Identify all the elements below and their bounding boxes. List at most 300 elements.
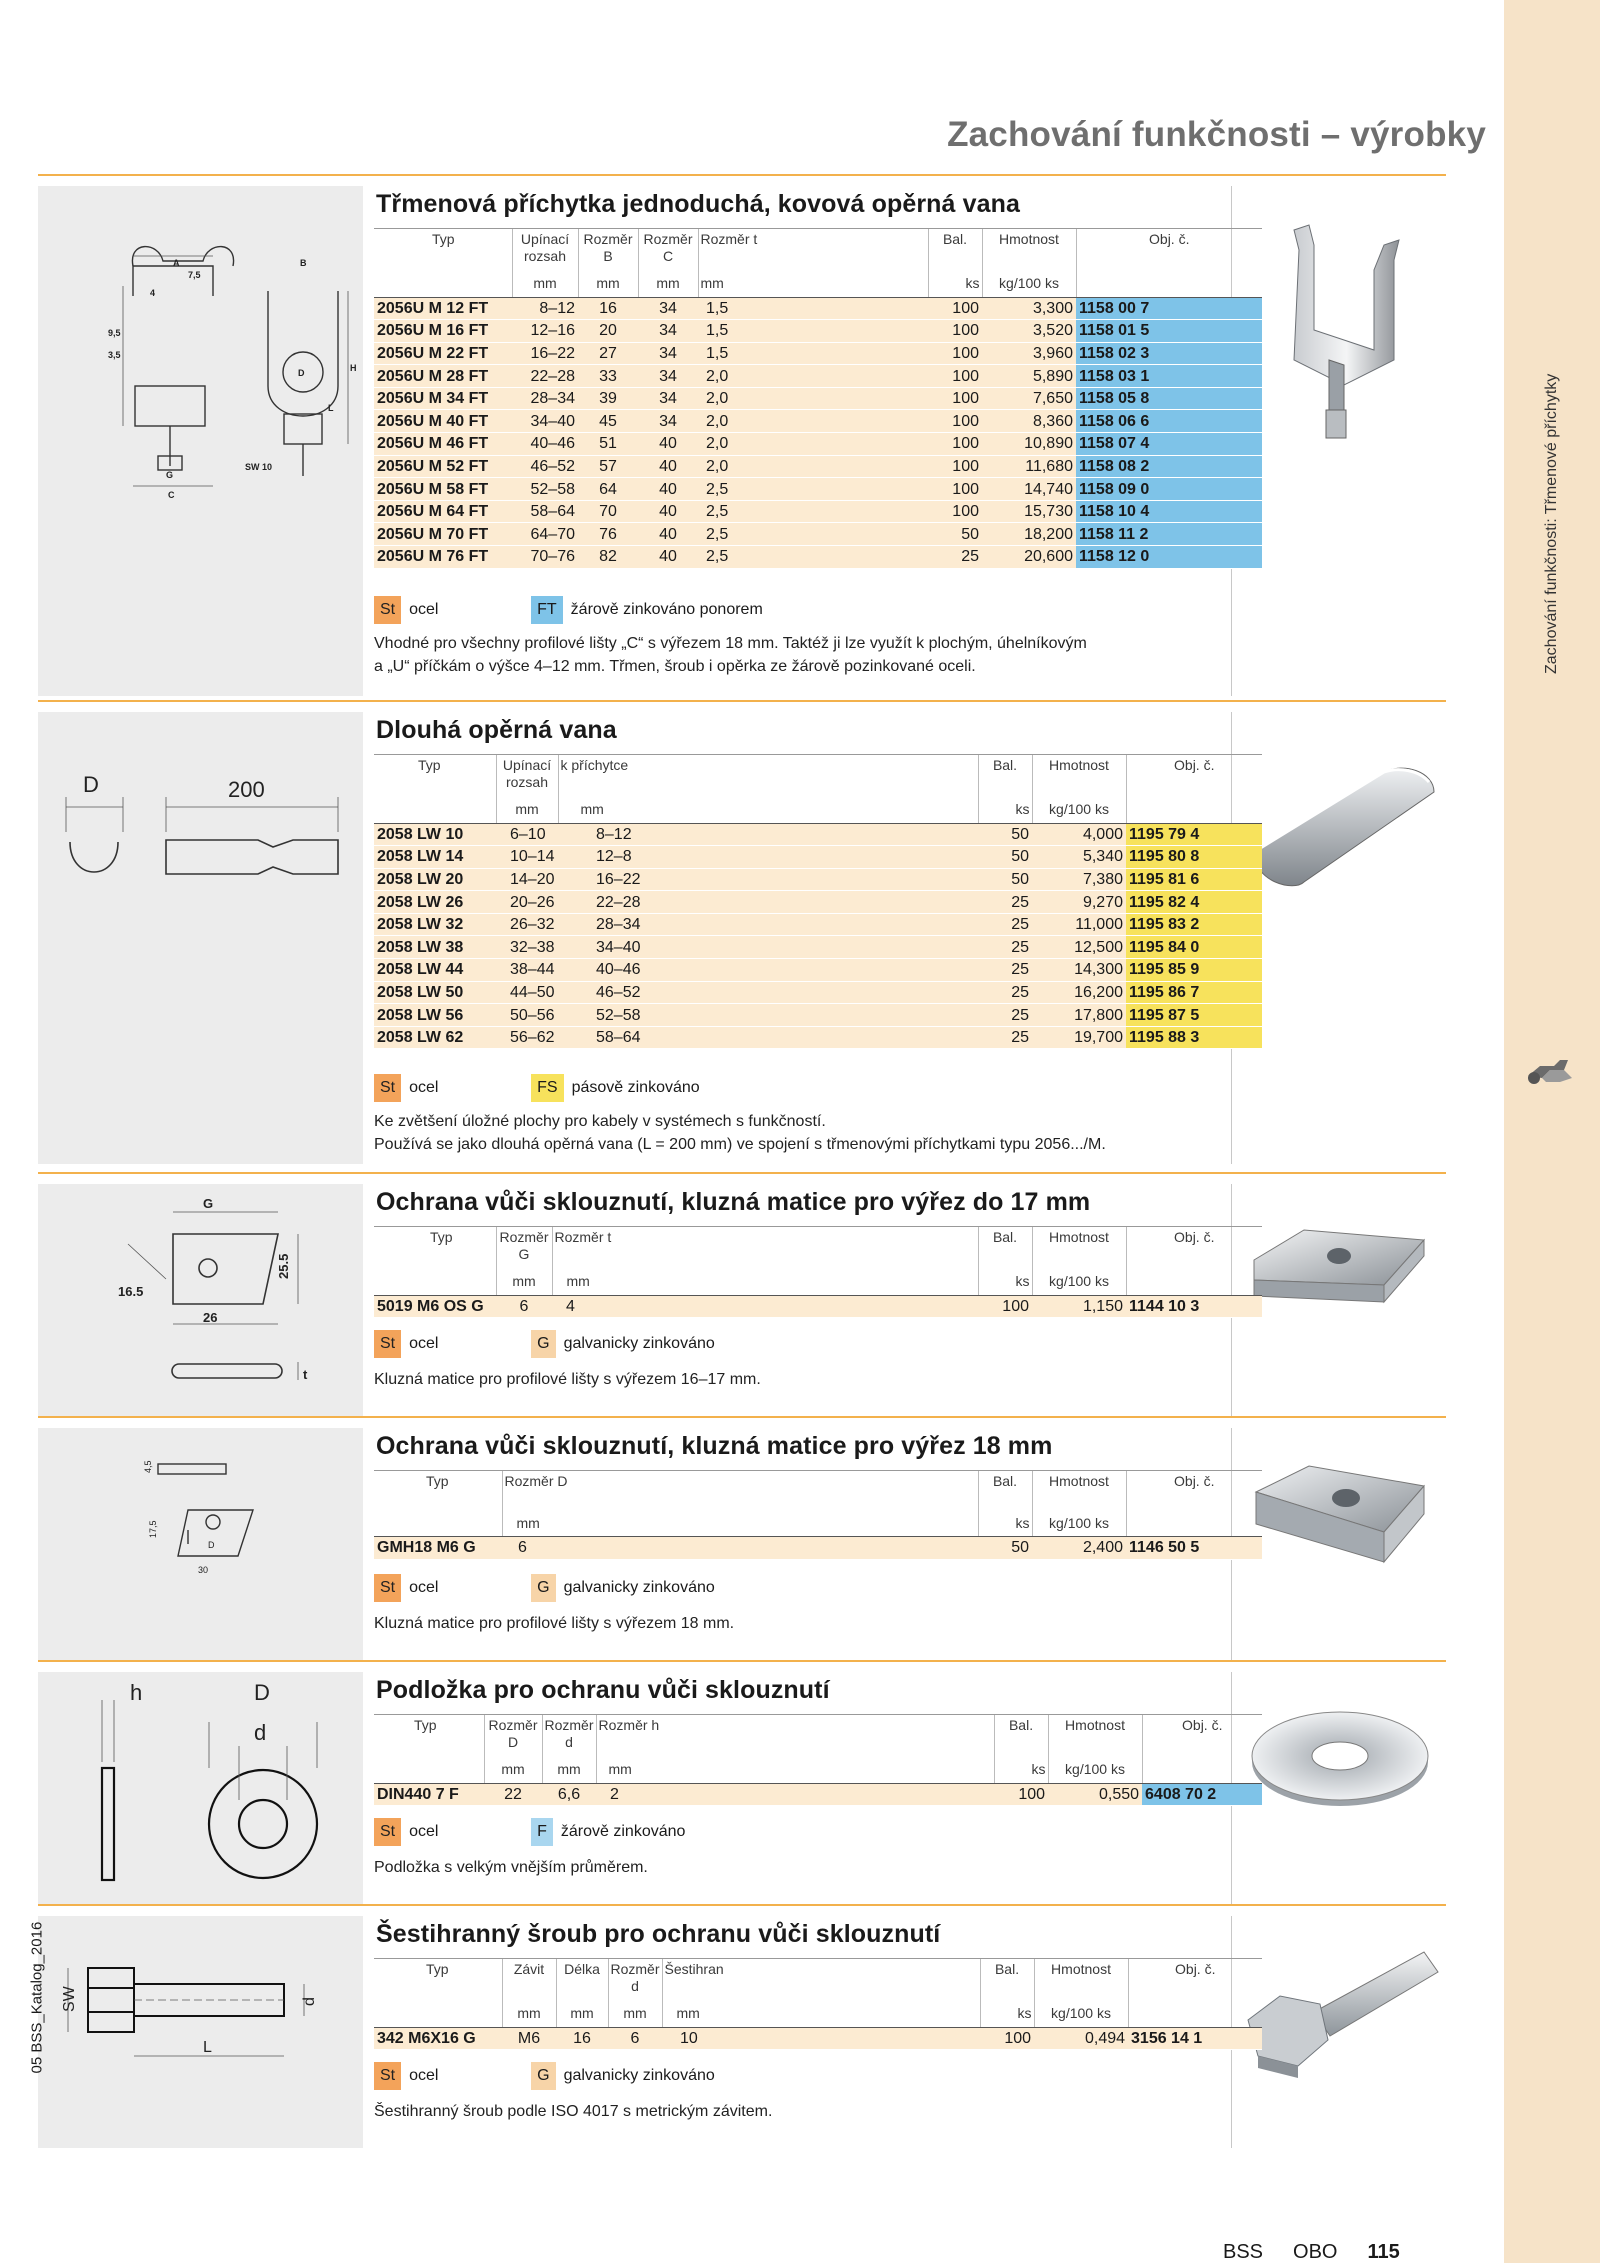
- order-number-cell: 1195 86 7: [1126, 981, 1262, 1004]
- drawing-label: B: [300, 258, 307, 268]
- product-table: [374, 1226, 1262, 1318]
- product-photo: [1234, 1452, 1446, 1582]
- table-cell: 0,550: [1048, 1783, 1142, 1806]
- order-number-cell: 1195 82 4: [1126, 891, 1262, 914]
- product-section-long-tray: [38, 700, 1446, 1170]
- table-body: [374, 2027, 1262, 2050]
- table-cell: 58–64: [512, 500, 578, 523]
- section-description: Kluzná matice pro profilové lišty s výřezem 16–17 mm.: [374, 1371, 761, 1388]
- table-cell: 46–52: [512, 455, 578, 478]
- table-cell: 25: [978, 1004, 1032, 1027]
- drawing-label: 4,5: [143, 1460, 153, 1473]
- drawing-label: L: [203, 2039, 212, 2056]
- table-cell: 7,380: [1032, 868, 1126, 891]
- col-header: Šestihran: [662, 1959, 980, 1998]
- table-body: [374, 1295, 1262, 1318]
- product-table: [374, 1958, 1262, 2050]
- unit-cell: mm: [556, 1997, 608, 2027]
- finish-badge: G: [531, 2062, 555, 2090]
- type-cell: 2056U M 76 FT: [374, 546, 512, 569]
- table-cell: 34: [638, 342, 698, 365]
- product-table: [374, 754, 1262, 1049]
- table-cell: 2,0: [698, 433, 928, 456]
- material-legend: St ocel FT žárově zinkováno ponorem: [374, 596, 1074, 626]
- table-cell: 20,600: [982, 546, 1076, 569]
- col-header: Bal.: [980, 1959, 1034, 1998]
- table-cell: 6: [608, 2027, 662, 2050]
- table-cell: 14,740: [982, 478, 1076, 501]
- order-number-cell: 1158 12 0: [1076, 546, 1262, 569]
- table-cell: 6,6: [542, 1783, 596, 1806]
- unit-cell: mm: [512, 267, 578, 297]
- product-section-hex-bolt: [38, 1904, 1446, 2144]
- material-legend: St ocel G galvanicky zinkováno: [374, 1330, 1074, 1360]
- table-row: [374, 981, 1262, 1004]
- drawing-label: 3,5: [108, 350, 121, 360]
- col-header: Typ: [374, 1959, 502, 1998]
- table-cell: 2,5: [698, 500, 928, 523]
- table-cell: 2: [596, 1783, 994, 1806]
- table-cell: 22–28: [512, 365, 578, 388]
- col-header: Typ: [374, 1227, 496, 1266]
- material-badge: St: [374, 1074, 401, 1102]
- unit-cell: kg/100 ks: [1034, 1997, 1128, 2027]
- type-cell: 2058 LW 14: [374, 846, 496, 869]
- col-header: k příchytce: [558, 755, 978, 794]
- unit-cell: mm: [502, 1507, 978, 1537]
- table-cell: 2,5: [698, 546, 928, 569]
- table-row: [374, 823, 1262, 846]
- unit-cell: mm: [552, 1265, 978, 1295]
- section-description: Kluzná matice pro profilové lišty s výřezem 18 mm.: [374, 1615, 735, 1632]
- col-header: Rozměr B: [578, 229, 638, 268]
- section-title: Šestihranný šroub pro ochranu vůči sklouznutí: [376, 1920, 941, 1948]
- section-title: Ochrana vůči sklouznutí, kluzná matice pro výřez do 17 mm: [376, 1188, 1091, 1216]
- table-row: [374, 891, 1262, 914]
- unit-cell: kg/100 ks: [1032, 1507, 1126, 1537]
- drawing-label: t: [303, 1367, 308, 1382]
- table-cell: 10–14: [496, 846, 558, 869]
- type-cell: GMH18 M6 G: [374, 1537, 502, 1560]
- type-cell: 2056U M 70 FT: [374, 523, 512, 546]
- table-cell: 100: [978, 1295, 1032, 1318]
- table-cell: 100: [994, 1783, 1048, 1806]
- table-cell: 100: [928, 455, 982, 478]
- table-row: [374, 297, 1262, 320]
- footer-brand: OBO: [1293, 2241, 1338, 2263]
- unit-cell: [1126, 1507, 1262, 1537]
- order-number-cell: 3156 14 1: [1128, 2027, 1262, 2050]
- unit-cell: kg/100 ks: [1048, 1753, 1142, 1783]
- unit-cell: mm: [662, 1997, 980, 2027]
- footer-brand: BSS: [1223, 2241, 1264, 2263]
- table-cell: 5,340: [1032, 846, 1126, 869]
- unit-cell: mm: [596, 1753, 994, 1783]
- table-cell: 2,0: [698, 455, 928, 478]
- table-cell: 9,270: [1032, 891, 1126, 914]
- material-badge: St: [374, 596, 401, 624]
- col-header: Upínací rozsah: [512, 229, 578, 268]
- unit-cell: mm: [608, 1997, 662, 2027]
- order-number-cell: 1195 83 2: [1126, 913, 1262, 936]
- table-cell: 76: [578, 523, 638, 546]
- table-row: [374, 546, 1262, 569]
- table-cell: 100: [928, 478, 982, 501]
- technical-drawing: [38, 712, 363, 1164]
- table-row: [374, 410, 1262, 433]
- col-header: Hmotnost: [1032, 1227, 1126, 1266]
- product-photo: [1234, 210, 1446, 450]
- table-row: [374, 500, 1262, 523]
- unit-cell: mm: [578, 267, 638, 297]
- type-cell: DIN440 7 F: [374, 1783, 484, 1806]
- table-cell: 4: [552, 1295, 978, 1318]
- product-section-washer: [38, 1660, 1446, 1902]
- product-photo: [1234, 1210, 1446, 1330]
- table-cell: 3,960: [982, 342, 1076, 365]
- order-number-cell: 1195 87 5: [1126, 1004, 1262, 1027]
- product-section-slide-nut-17: [38, 1172, 1446, 1414]
- table-cell: 14,300: [1032, 959, 1126, 982]
- order-number-cell: 1158 00 7: [1076, 297, 1262, 320]
- product-table: [374, 1470, 1262, 1560]
- table-cell: 12–16: [512, 320, 578, 343]
- table-cell: 14–20: [496, 868, 558, 891]
- table-cell: 10: [662, 2027, 980, 2050]
- type-cell: 2058 LW 62: [374, 1026, 496, 1049]
- table-cell: 8,360: [982, 410, 1076, 433]
- drawing-label: SW 10: [245, 462, 273, 472]
- table-cell: 20–26: [496, 891, 558, 914]
- col-header: Obj. č.: [1126, 755, 1262, 794]
- table-cell: 16–22: [558, 868, 978, 891]
- unit-cell: mm: [542, 1753, 596, 1783]
- order-number-cell: 1144 10 3: [1126, 1295, 1262, 1318]
- table-cell: 27: [578, 342, 638, 365]
- drawing-label: 7,5: [188, 270, 201, 280]
- product-photo: [1234, 732, 1446, 932]
- table-body: [374, 297, 1262, 568]
- type-cell: 2056U M 16 FT: [374, 320, 512, 343]
- type-cell: 2058 LW 10: [374, 823, 496, 846]
- table-cell: 57: [578, 455, 638, 478]
- table-cell: 25: [978, 959, 1032, 982]
- table-row: [374, 1295, 1262, 1318]
- table-cell: 40: [638, 478, 698, 501]
- order-number-cell: 1195 80 8: [1126, 846, 1262, 869]
- table-cell: 50: [978, 1537, 1032, 1560]
- table-cell: 56–62: [496, 1026, 558, 1049]
- col-header: Rozměr d: [542, 1715, 596, 1754]
- unit-cell: ks: [980, 1997, 1034, 2027]
- table-cell: 16,200: [1032, 981, 1126, 1004]
- material-legend: St ocel G galvanicky zinkováno: [374, 1574, 1074, 1604]
- unit-cell: mm: [496, 793, 558, 823]
- type-cell: 2056U M 52 FT: [374, 455, 512, 478]
- col-header: Bal.: [978, 755, 1032, 794]
- unit-cell: kg/100 ks: [1032, 793, 1126, 823]
- table-body: [374, 823, 1262, 1049]
- table-cell: 2,0: [698, 387, 928, 410]
- table-cell: 70–76: [512, 546, 578, 569]
- type-cell: 2058 LW 50: [374, 981, 496, 1004]
- table-cell: 19,700: [1032, 1026, 1126, 1049]
- col-header: Obj. č.: [1128, 1959, 1262, 1998]
- table-cell: 40: [638, 433, 698, 456]
- table-row: [374, 2027, 1262, 2050]
- section-title: Podložka pro ochranu vůči sklouznutí: [376, 1676, 830, 1704]
- table-cell: 40: [638, 546, 698, 569]
- table-body: [374, 1537, 1262, 1560]
- table-cell: 100: [928, 500, 982, 523]
- table-cell: 2,5: [698, 478, 928, 501]
- page-footer: [1223, 2241, 1400, 2263]
- table-cell: 5,890: [982, 365, 1076, 388]
- finish-badge: FS: [531, 1074, 563, 1102]
- table-cell: 0,494: [1034, 2027, 1128, 2050]
- material-badge: St: [374, 2062, 401, 2090]
- table-cell: 40: [638, 500, 698, 523]
- table-cell: 17,800: [1032, 1004, 1126, 1027]
- type-cell: 5019 M6 OS G: [374, 1295, 496, 1318]
- table-cell: 100: [928, 410, 982, 433]
- catalog-code: 05 BSS_Katalog_2016: [28, 1921, 46, 2074]
- table-cell: 7,650: [982, 387, 1076, 410]
- unit-cell: ks: [978, 1507, 1032, 1537]
- type-cell: 2058 LW 56: [374, 1004, 496, 1027]
- material-badge: St: [374, 1818, 401, 1846]
- type-cell: 2058 LW 26: [374, 891, 496, 914]
- drawing-label: H: [350, 363, 357, 373]
- order-number-cell: 1195 81 6: [1126, 868, 1262, 891]
- type-cell: 2056U M 34 FT: [374, 387, 512, 410]
- sidebar-vertical-text: [1542, 576, 1562, 674]
- table-cell: 4,000: [1032, 823, 1126, 846]
- table-row: [374, 868, 1262, 891]
- table-cell: 52–58: [512, 478, 578, 501]
- table-cell: 34: [638, 410, 698, 433]
- col-header: Rozměr t: [552, 1227, 978, 1266]
- drawing-label: G: [203, 1196, 214, 1211]
- table-row: [374, 478, 1262, 501]
- table-row: [374, 913, 1262, 936]
- table-cell: 100: [928, 387, 982, 410]
- table-cell: 51: [578, 433, 638, 456]
- table-cell: 26–32: [496, 913, 558, 936]
- table-cell: 6: [496, 1295, 552, 1318]
- unit-cell: mm: [484, 1753, 542, 1783]
- table-cell: 25: [978, 1026, 1032, 1049]
- table-cell: 15,730: [982, 500, 1076, 523]
- table-cell: 100: [928, 320, 982, 343]
- order-number-cell: 1158 10 4: [1076, 500, 1262, 523]
- table-cell: 1,5: [698, 297, 928, 320]
- finish-badge: FT: [531, 596, 563, 624]
- table-cell: 12–8: [558, 846, 978, 869]
- col-header: Obj. č.: [1142, 1715, 1262, 1754]
- type-cell: 2056U M 40 FT: [374, 410, 512, 433]
- table-cell: 40–46: [512, 433, 578, 456]
- table-cell: 46–52: [558, 981, 978, 1004]
- drawing-label: 16.5: [118, 1284, 144, 1299]
- drawing-label: D: [83, 772, 99, 797]
- table-cell: 11,000: [1032, 913, 1126, 936]
- unit-cell: [374, 793, 496, 823]
- sidebar-strip: [1504, 0, 1600, 2263]
- unit-cell: mm: [558, 793, 978, 823]
- table-cell: 58–64: [558, 1026, 978, 1049]
- drawing-label: 9,5: [108, 328, 121, 338]
- unit-cell: [374, 1265, 496, 1295]
- order-number-cell: 1158 01 5: [1076, 320, 1262, 343]
- order-number-cell: 1158 05 8: [1076, 387, 1262, 410]
- section-title: Ochrana vůči sklouznutí, kluzná matice pro výřez 18 mm: [376, 1432, 1053, 1460]
- unit-cell: [1126, 793, 1262, 823]
- col-header: Rozměr d: [608, 1959, 662, 1998]
- unit-cell: ks: [978, 1265, 1032, 1295]
- table-cell: 6: [502, 1537, 978, 1560]
- unit-cell: [374, 1753, 484, 1783]
- table-row: [374, 1783, 1262, 1806]
- table-cell: 25: [978, 913, 1032, 936]
- unit-cell: [374, 1507, 502, 1537]
- drawing-label: 26: [203, 1310, 218, 1325]
- col-header: Obj. č.: [1076, 229, 1262, 268]
- table-cell: 3,520: [982, 320, 1076, 343]
- table-row: [374, 455, 1262, 478]
- drawing-label: D: [298, 368, 305, 378]
- product-table: [374, 228, 1262, 569]
- table-cell: 100: [980, 2027, 1034, 2050]
- order-number-cell: 1195 84 0: [1126, 936, 1262, 959]
- technical-drawing: [38, 1184, 363, 1416]
- col-header: Délka: [556, 1959, 608, 1998]
- unit-cell: [374, 267, 512, 297]
- table-cell: 45: [578, 410, 638, 433]
- table-cell: 50: [978, 868, 1032, 891]
- order-number-cell: 1195 79 4: [1126, 823, 1262, 846]
- type-cell: 2058 LW 20: [374, 868, 496, 891]
- table-cell: 22: [484, 1783, 542, 1806]
- unit-cell: mm: [698, 267, 928, 297]
- product-photo: [1234, 1942, 1446, 2092]
- table-cell: 50: [978, 823, 1032, 846]
- material-legend: St ocel FS pásově zinkováno: [374, 1074, 1074, 1104]
- table-row: [374, 959, 1262, 982]
- table-cell: 70: [578, 500, 638, 523]
- unit-cell: mm: [496, 1265, 552, 1295]
- type-cell: 342 M6X16 G: [374, 2027, 502, 2050]
- col-header: Hmotnost: [1034, 1959, 1128, 1998]
- table-cell: 1,5: [698, 342, 928, 365]
- table-cell: 34: [638, 297, 698, 320]
- col-header: Obj. č.: [1126, 1471, 1262, 1507]
- type-cell: 2056U M 64 FT: [374, 500, 512, 523]
- type-cell: 2056U M 46 FT: [374, 433, 512, 456]
- table-row: [374, 342, 1262, 365]
- type-cell: 2056U M 28 FT: [374, 365, 512, 388]
- section-description: Šestihranný šroub podle ISO 4017 s metrickým závitem.: [374, 2103, 773, 2120]
- table-cell: 40–46: [558, 959, 978, 982]
- table-cell: 34–40: [512, 410, 578, 433]
- drawing-label: d: [301, 1997, 318, 2006]
- finish-badge: G: [531, 1330, 555, 1358]
- col-header: Rozměr G: [496, 1227, 552, 1266]
- table-row: [374, 1537, 1262, 1560]
- col-header: Hmotnost: [982, 229, 1076, 268]
- col-header: Rozměr D: [484, 1715, 542, 1754]
- drawing-label: A: [173, 258, 180, 268]
- order-number-cell: 1158 11 2: [1076, 523, 1262, 546]
- col-header: Typ: [374, 1471, 502, 1507]
- technical-drawing: [38, 1916, 363, 2148]
- material-legend: St ocel G galvanicky zinkováno: [374, 2062, 1074, 2092]
- table-cell: 20: [578, 320, 638, 343]
- table-cell: 44–50: [496, 981, 558, 1004]
- table-cell: 18,200: [982, 523, 1076, 546]
- table-cell: 52–58: [558, 1004, 978, 1027]
- order-number-cell: 1158 07 4: [1076, 433, 1262, 456]
- table-body: [374, 1783, 1262, 1806]
- col-header: Bal.: [978, 1227, 1032, 1266]
- product-table: [374, 1714, 1262, 1806]
- drawing-label: L: [328, 403, 334, 413]
- table-cell: 8–12: [558, 823, 978, 846]
- col-header: Bal.: [978, 1471, 1032, 1507]
- unit-cell: [374, 1997, 502, 2027]
- drawing-label: 200: [228, 777, 265, 802]
- table-cell: 12,500: [1032, 936, 1126, 959]
- material-badge: St: [374, 1574, 401, 1602]
- table-cell: 34–40: [558, 936, 978, 959]
- col-header: Typ: [374, 229, 512, 268]
- table-row: [374, 1004, 1262, 1027]
- type-cell: 2058 LW 44: [374, 959, 496, 982]
- drawing-label: G: [166, 470, 174, 480]
- table-cell: 2,400: [1032, 1537, 1126, 1560]
- product-photo: [1234, 1702, 1446, 1812]
- table-cell: 16: [556, 2027, 608, 2050]
- drawing-label: D: [254, 1680, 270, 1705]
- type-cell: 2056U M 22 FT: [374, 342, 512, 365]
- drawing-label: SW: [61, 1986, 78, 2012]
- unit-cell: ks: [978, 793, 1032, 823]
- table-cell: 16: [578, 297, 638, 320]
- table-cell: 33: [578, 365, 638, 388]
- table-cell: 38–44: [496, 959, 558, 982]
- technical-drawing: [38, 1672, 363, 1904]
- order-number-cell: 1195 88 3: [1126, 1026, 1262, 1049]
- table-cell: 50–56: [496, 1004, 558, 1027]
- finish-badge: F: [531, 1818, 553, 1846]
- table-cell: 50: [928, 523, 982, 546]
- table-cell: 100: [928, 342, 982, 365]
- table-cell: 2,0: [698, 365, 928, 388]
- table-cell: M6: [502, 2027, 556, 2050]
- section-title: Třmenová příchytka jednoduchá, kovová opěrná vana: [376, 190, 1020, 218]
- type-cell: 2056U M 58 FT: [374, 478, 512, 501]
- col-header: Závit: [502, 1959, 556, 1998]
- table-cell: 11,680: [982, 455, 1076, 478]
- table-cell: 10,890: [982, 433, 1076, 456]
- unit-cell: mm: [502, 1997, 556, 2027]
- table-cell: 34: [638, 365, 698, 388]
- table-cell: 100: [928, 433, 982, 456]
- table-cell: 22–28: [558, 891, 978, 914]
- table-cell: 25: [978, 936, 1032, 959]
- table-cell: 3,300: [982, 297, 1076, 320]
- col-header: Rozměr t: [698, 229, 928, 268]
